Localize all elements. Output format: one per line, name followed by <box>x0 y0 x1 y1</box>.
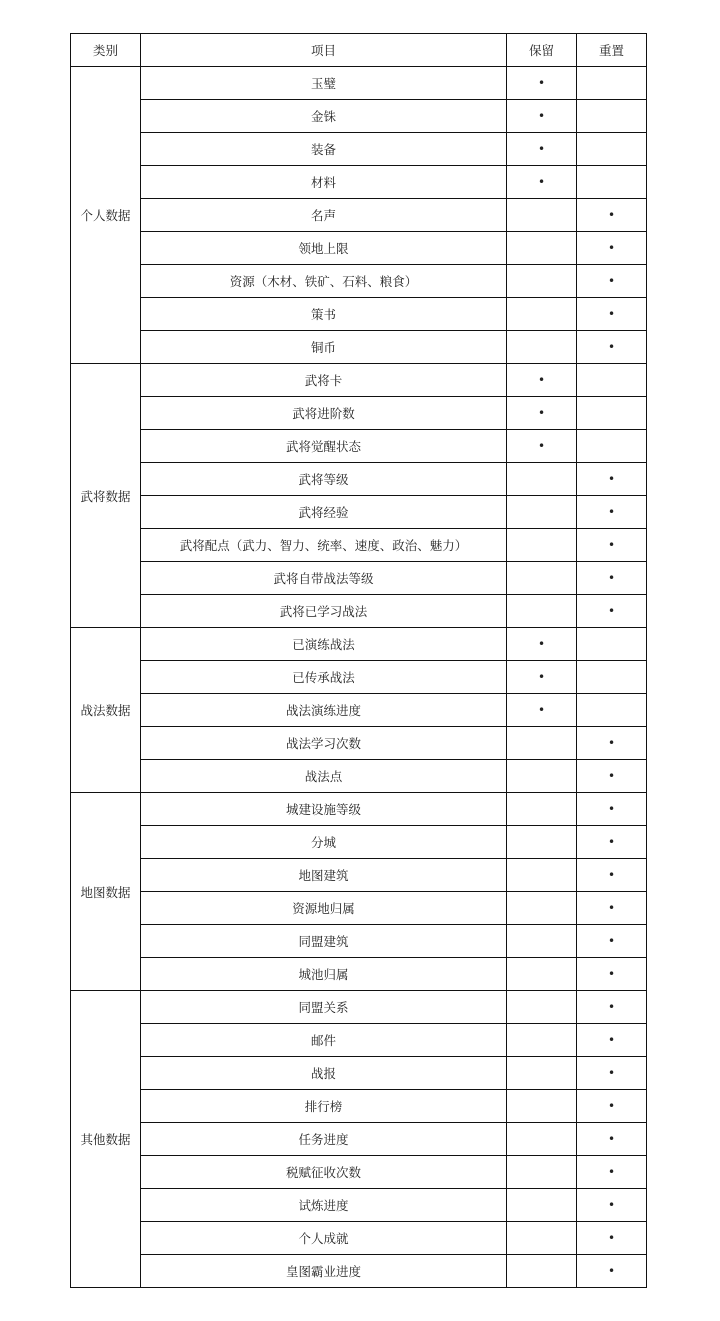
reset-mark-cell: • <box>577 793 647 826</box>
item-cell: 装备 <box>141 133 507 166</box>
item-cell: 已演练战法 <box>141 628 507 661</box>
table-row <box>71 298 647 331</box>
reset-mark-cell: • <box>577 1189 647 1222</box>
item-cell: 武将觉醒状态 <box>141 430 507 463</box>
keep-mark-cell <box>507 1024 577 1057</box>
table-row <box>71 67 647 100</box>
reset-mark-cell <box>577 628 647 661</box>
item-cell: 城池归属 <box>141 958 507 991</box>
table-row <box>71 133 647 166</box>
table-row <box>71 331 647 364</box>
reset-mark-cell: • <box>577 265 647 298</box>
keep-mark-cell: • <box>507 133 577 166</box>
keep-mark-cell <box>507 1222 577 1255</box>
item-cell: 个人成就 <box>141 1222 507 1255</box>
table-row <box>71 430 647 463</box>
reset-mark-cell: • <box>577 826 647 859</box>
category-cell: 个人数据 <box>71 67 141 364</box>
keep-mark-cell <box>507 826 577 859</box>
reset-mark-cell <box>577 430 647 463</box>
table-row <box>71 100 647 133</box>
keep-mark-cell <box>507 562 577 595</box>
reset-mark-cell <box>577 67 647 100</box>
item-cell: 分城 <box>141 826 507 859</box>
item-cell: 资源地归属 <box>141 892 507 925</box>
keep-mark-cell <box>507 232 577 265</box>
keep-mark-cell: • <box>507 397 577 430</box>
reset-mark-cell <box>577 661 647 694</box>
reset-mark-cell: • <box>577 331 647 364</box>
keep-mark-cell <box>507 463 577 496</box>
item-cell: 领地上限 <box>141 232 507 265</box>
table-row <box>71 760 647 793</box>
keep-mark-cell <box>507 331 577 364</box>
reset-mark-cell: • <box>577 859 647 892</box>
category-cell: 地图数据 <box>71 793 141 991</box>
reset-mark-cell: • <box>577 1255 647 1288</box>
table-row <box>71 793 647 826</box>
reset-mark-cell: • <box>577 562 647 595</box>
table-row <box>71 166 647 199</box>
table-row <box>71 199 647 232</box>
table-body <box>71 67 647 1288</box>
table-row <box>71 265 647 298</box>
keep-mark-cell: • <box>507 100 577 133</box>
reset-mark-cell: • <box>577 760 647 793</box>
item-cell: 任务进度 <box>141 1123 507 1156</box>
item-cell: 材料 <box>141 166 507 199</box>
reset-mark-cell: • <box>577 496 647 529</box>
table-row <box>71 991 647 1024</box>
table-row <box>71 1156 647 1189</box>
item-cell: 战法点 <box>141 760 507 793</box>
item-cell: 已传承战法 <box>141 661 507 694</box>
reset-mark-cell <box>577 133 647 166</box>
keep-mark-cell: • <box>507 364 577 397</box>
table-row <box>71 859 647 892</box>
table-row <box>71 1090 647 1123</box>
table-row <box>71 496 647 529</box>
item-cell: 税赋征收次数 <box>141 1156 507 1189</box>
keep-mark-cell <box>507 1255 577 1288</box>
item-cell: 排行榜 <box>141 1090 507 1123</box>
keep-mark-cell <box>507 1057 577 1090</box>
item-cell: 武将卡 <box>141 364 507 397</box>
table-row <box>71 1255 647 1288</box>
reset-mark-cell: • <box>577 892 647 925</box>
item-cell: 武将经验 <box>141 496 507 529</box>
item-cell: 同盟关系 <box>141 991 507 1024</box>
reset-mark-cell <box>577 364 647 397</box>
header-item: 项目 <box>141 34 507 67</box>
item-cell: 战法学习次数 <box>141 727 507 760</box>
table-row <box>71 628 647 661</box>
header-keep: 保留 <box>507 34 577 67</box>
table-row <box>71 1024 647 1057</box>
keep-mark-cell <box>507 1123 577 1156</box>
keep-mark-cell <box>507 859 577 892</box>
keep-mark-cell: • <box>507 628 577 661</box>
keep-mark-cell: • <box>507 694 577 727</box>
reset-mark-cell: • <box>577 727 647 760</box>
reset-mark-cell <box>577 166 647 199</box>
item-cell: 资源（木材、铁矿、石料、粮食） <box>141 265 507 298</box>
table-row <box>71 463 647 496</box>
reset-mark-cell <box>577 100 647 133</box>
keep-mark-cell: • <box>507 430 577 463</box>
reset-mark-cell <box>577 397 647 430</box>
reset-mark-cell: • <box>577 1057 647 1090</box>
reset-mark-cell: • <box>577 991 647 1024</box>
keep-mark-cell <box>507 1156 577 1189</box>
item-cell: 玉璧 <box>141 67 507 100</box>
keep-mark-cell <box>507 529 577 562</box>
table-header-row <box>71 34 647 67</box>
table-row <box>71 826 647 859</box>
keep-mark-cell <box>507 496 577 529</box>
table-row <box>71 595 647 628</box>
table-row <box>71 958 647 991</box>
item-cell: 城建设施等级 <box>141 793 507 826</box>
category-cell: 其他数据 <box>71 991 141 1288</box>
keep-mark-cell <box>507 892 577 925</box>
table-row <box>71 1222 647 1255</box>
reset-mark-cell: • <box>577 1090 647 1123</box>
keep-mark-cell <box>507 727 577 760</box>
item-cell: 地图建筑 <box>141 859 507 892</box>
keep-mark-cell: • <box>507 67 577 100</box>
keep-mark-cell <box>507 1189 577 1222</box>
table-row <box>71 562 647 595</box>
reset-mark-cell: • <box>577 529 647 562</box>
item-cell: 金铢 <box>141 100 507 133</box>
table-row <box>71 1123 647 1156</box>
keep-mark-cell <box>507 298 577 331</box>
keep-mark-cell <box>507 1090 577 1123</box>
reset-mark-cell: • <box>577 958 647 991</box>
keep-mark-cell <box>507 595 577 628</box>
data-reset-table <box>70 33 647 1288</box>
item-cell: 战法演练进度 <box>141 694 507 727</box>
keep-mark-cell <box>507 199 577 232</box>
header-category: 类别 <box>71 34 141 67</box>
table-row <box>71 925 647 958</box>
item-cell: 战报 <box>141 1057 507 1090</box>
reset-mark-cell: • <box>577 1156 647 1189</box>
reset-mark-cell: • <box>577 232 647 265</box>
item-cell: 武将进阶数 <box>141 397 507 430</box>
reset-mark-cell: • <box>577 1123 647 1156</box>
item-cell: 武将等级 <box>141 463 507 496</box>
item-cell: 皇图霸业进度 <box>141 1255 507 1288</box>
item-cell: 武将已学习战法 <box>141 595 507 628</box>
item-cell: 同盟建筑 <box>141 925 507 958</box>
table-row <box>71 694 647 727</box>
table-row <box>71 1189 647 1222</box>
reset-mark-cell: • <box>577 925 647 958</box>
reset-mark-cell: • <box>577 1024 647 1057</box>
item-cell: 铜币 <box>141 331 507 364</box>
category-cell: 武将数据 <box>71 364 141 628</box>
reset-mark-cell: • <box>577 298 647 331</box>
item-cell: 策书 <box>141 298 507 331</box>
reset-mark-cell: • <box>577 463 647 496</box>
keep-mark-cell: • <box>507 661 577 694</box>
header-reset: 重置 <box>577 34 647 67</box>
reset-mark-cell: • <box>577 595 647 628</box>
table-row <box>71 232 647 265</box>
keep-mark-cell <box>507 793 577 826</box>
keep-mark-cell <box>507 760 577 793</box>
item-cell: 武将自带战法等级 <box>141 562 507 595</box>
table-row <box>71 727 647 760</box>
keep-mark-cell <box>507 265 577 298</box>
table-row <box>71 364 647 397</box>
keep-mark-cell <box>507 958 577 991</box>
item-cell: 邮件 <box>141 1024 507 1057</box>
table-row <box>71 892 647 925</box>
item-cell: 试炼进度 <box>141 1189 507 1222</box>
reset-mark-cell: • <box>577 1222 647 1255</box>
table-row <box>71 529 647 562</box>
category-cell: 战法数据 <box>71 628 141 793</box>
table-row <box>71 661 647 694</box>
item-cell: 武将配点（武力、智力、统率、速度、政治、魅力） <box>141 529 507 562</box>
item-cell: 名声 <box>141 199 507 232</box>
table-row <box>71 1057 647 1090</box>
reset-mark-cell <box>577 694 647 727</box>
keep-mark-cell: • <box>507 166 577 199</box>
keep-mark-cell <box>507 991 577 1024</box>
keep-mark-cell <box>507 925 577 958</box>
reset-mark-cell: • <box>577 199 647 232</box>
table-row <box>71 397 647 430</box>
